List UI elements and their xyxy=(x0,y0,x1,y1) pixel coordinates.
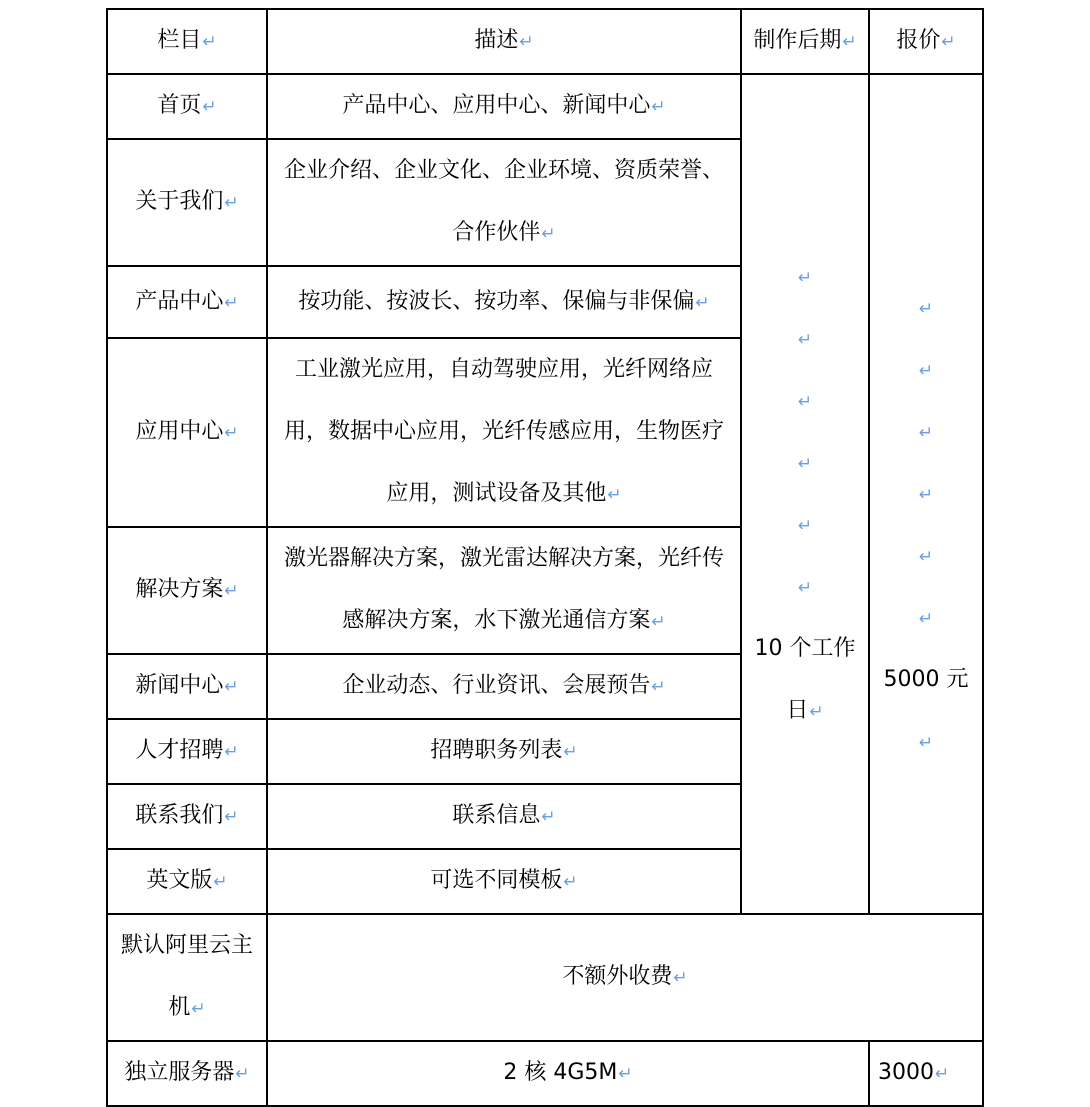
header-period-cell: 制作后期↵ xyxy=(741,9,869,74)
return-mark-icon: ↵ xyxy=(202,97,217,117)
return-mark-icon: ↵ xyxy=(797,577,813,598)
header-description-cell: 描述↵ xyxy=(267,9,741,74)
return-mark-icon: ↵ xyxy=(224,193,239,213)
return-mark-icon: ↵ xyxy=(191,999,206,1019)
return-mark-icon: ↵ xyxy=(797,515,813,536)
return-mark-icon: ↵ xyxy=(651,612,666,632)
return-mark-icon: ↵ xyxy=(797,391,813,412)
return-mark-icon: ↵ xyxy=(213,872,228,892)
return-mark-icon: ↵ xyxy=(607,485,622,505)
row-column-cell: 人才招聘↵ xyxy=(107,719,267,784)
return-mark-icon: ↵ xyxy=(918,485,934,505)
return-mark-icon: ↵ xyxy=(224,742,239,762)
return-mark-icon: ↵ xyxy=(563,872,578,892)
row-description-cell: 招聘职务列表↵ xyxy=(267,719,741,784)
return-mark-icon: ↵ xyxy=(842,32,857,52)
return-mark-icon: ↵ xyxy=(918,609,934,629)
table-row xyxy=(107,74,983,139)
hosting-description-cell: 不额外收费↵ xyxy=(267,914,983,1041)
row-column-cell: 联系我们↵ xyxy=(107,784,267,849)
return-mark-icon: ↵ xyxy=(918,547,934,567)
return-mark-icon: ↵ xyxy=(224,292,239,313)
header-row xyxy=(107,9,983,74)
return-mark-icon: ↵ xyxy=(651,97,666,117)
server-row xyxy=(107,1041,983,1106)
return-mark-icon: ↵ xyxy=(935,1064,950,1084)
row-column-cell: 新闻中心↵ xyxy=(107,654,267,719)
hosting-column-cell: 默认阿里云主机↵ xyxy=(107,914,267,1041)
row-column-cell: 关于我们↵ xyxy=(107,139,267,266)
quotation-table xyxy=(106,8,984,1107)
return-mark-icon: ↵ xyxy=(224,423,239,443)
row-description-cell: 联系信息↵ xyxy=(267,784,741,849)
server-column-cell: 独立服务器↵ xyxy=(107,1041,267,1106)
hosting-row xyxy=(107,914,983,1041)
server-price-cell: 3000↵ xyxy=(869,1041,983,1106)
return-mark-icon: ↵ xyxy=(941,32,956,52)
return-mark-icon: ↵ xyxy=(797,267,813,288)
return-mark-icon: ↵ xyxy=(918,733,934,753)
return-mark-icon: ↵ xyxy=(618,1064,633,1084)
return-mark-icon: ↵ xyxy=(797,453,813,474)
return-mark-icon: ↵ xyxy=(809,701,824,722)
header-column-cell: 栏目↵ xyxy=(107,9,267,74)
return-mark-icon: ↵ xyxy=(695,292,710,313)
row-description-cell: 企业介绍、企业文化、企业环境、资质荣誉、合作伙伴↵ xyxy=(267,139,741,266)
row-description-cell: 产品中心、应用中心、新闻中心↵ xyxy=(267,74,741,139)
return-mark-icon: ↵ xyxy=(918,423,934,443)
return-mark-icon: ↵ xyxy=(541,224,556,244)
price-text: 5000 元 xyxy=(883,667,969,692)
return-mark-icon: ↵ xyxy=(235,1064,250,1084)
return-mark-icon: ↵ xyxy=(224,677,239,697)
return-mark-icon: ↵ xyxy=(224,807,239,827)
return-mark-icon: ↵ xyxy=(673,968,688,988)
row-description-cell: 企业动态、行业资讯、会展预告↵ xyxy=(267,654,741,719)
return-mark-icon: ↵ xyxy=(224,581,239,601)
row-description-cell: 可选不同模板↵ xyxy=(267,849,741,914)
row-column-cell: 解决方案↵ xyxy=(107,527,267,654)
return-mark-icon: ↵ xyxy=(202,32,217,52)
return-mark-icon: ↵ xyxy=(651,677,666,697)
header-price-cell: 报价↵ xyxy=(869,9,983,74)
row-description-cell: 按功能、按波长、按功率、保偏与非保偏↵ xyxy=(267,266,741,338)
return-mark-icon: ↵ xyxy=(797,329,813,350)
return-mark-icon: ↵ xyxy=(918,361,934,381)
row-column-cell: 首页↵ xyxy=(107,74,267,139)
server-description-cell: 2 核 4G5M↵ xyxy=(267,1041,869,1106)
price-cell xyxy=(869,74,983,914)
return-mark-icon: ↵ xyxy=(918,299,934,319)
period-text: 10 个工作日 xyxy=(754,635,856,723)
period-cell xyxy=(741,74,869,914)
row-column-cell: 产品中心↵ xyxy=(107,266,267,338)
row-description-cell: 工业激光应用，自动驾驶应用，光纤网络应用，数据中心应用，光纤传感应用，生物医疗应用，测试设备及其他↵ xyxy=(267,338,741,527)
return-mark-icon: ↵ xyxy=(541,807,556,827)
return-mark-icon: ↵ xyxy=(519,32,534,52)
row-column-cell: 应用中心↵ xyxy=(107,338,267,527)
row-column-cell: 英文版↵ xyxy=(107,849,267,914)
row-description-cell: 激光器解决方案，激光雷达解决方案，光纤传感解决方案，水下激光通信方案↵ xyxy=(267,527,741,654)
return-mark-icon: ↵ xyxy=(563,742,578,762)
